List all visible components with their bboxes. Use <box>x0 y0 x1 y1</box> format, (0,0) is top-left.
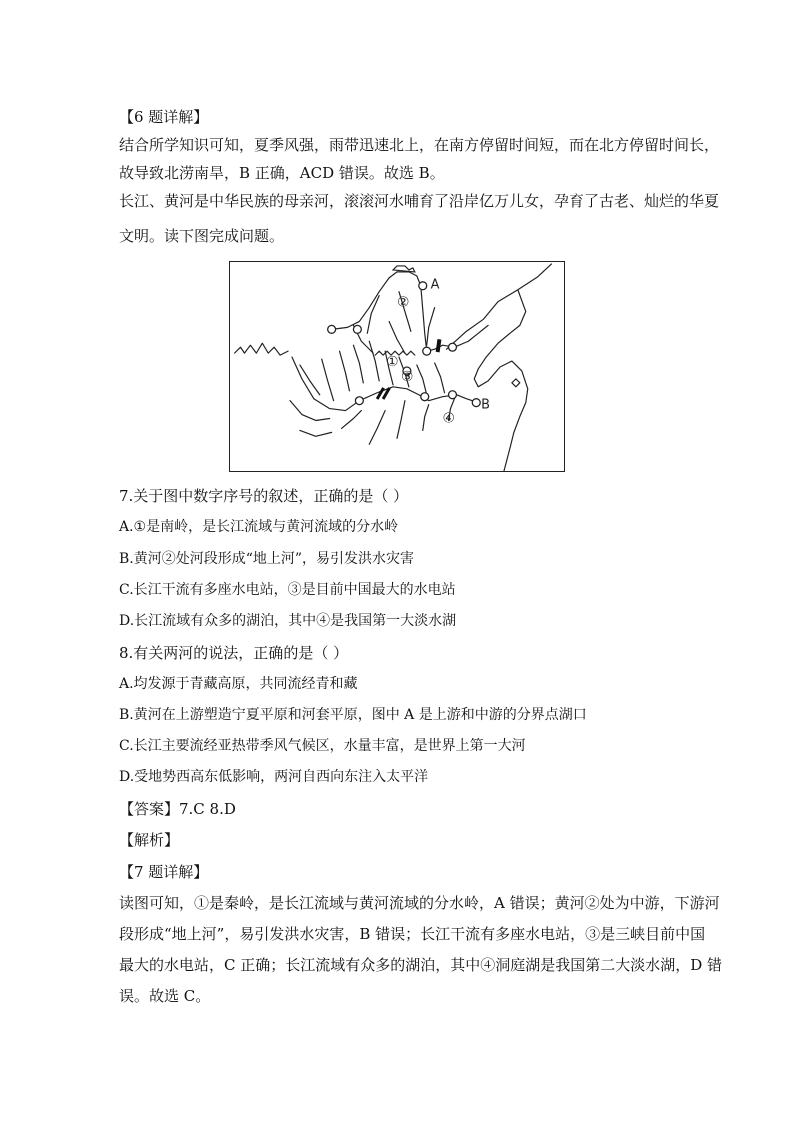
q6-explanation-line-2: 故导致北涝南旱，B 正确，ACD 错误。故选 B。 <box>119 164 445 182</box>
yellow-river <box>332 272 489 351</box>
coastline <box>447 264 552 471</box>
station-circle <box>419 282 427 290</box>
q7-explanation-line-1: 读图可知，①是秦岭，是长江流域与黄河流域的分水岭，A 错误；黄河②处为中游，下游河 <box>119 894 720 912</box>
station-circle <box>472 399 480 407</box>
intro-line-1: 长江、黄河是中华民族的母亲河，滚滚河水哺育了沿岸亿万儿女，孕育了古老、灿烂的华夏 <box>119 192 720 210</box>
river-source-marks <box>393 266 415 272</box>
q7-detail-heading: 【7 题详解】 <box>119 863 209 881</box>
map-label-b: B <box>481 397 491 413</box>
q6-explanation-line-1: 结合所学知识可知，夏季风强，雨带迅速北上，在南方停留时间短，而在北方停留时间长， <box>119 136 720 154</box>
q7-option-d: D.长江流域有众多的湖泊，其中④是我国第一大淡水湖 <box>119 613 457 629</box>
station-circle <box>423 347 431 355</box>
intro-line-2: 文明。读下图完成问题。 <box>119 227 285 245</box>
q8-option-c: C.长江主要流经亚热带季风气候区，水量丰富，是世界上第一大河 <box>119 738 526 754</box>
river-map-svg <box>230 262 564 471</box>
q7-explanation-line-3: 最大的水电站，C 正确；长江流域有众多的湖泊，其中④洞庭湖是我国第二大淡水湖，D 错 <box>119 956 723 974</box>
station-circle <box>328 325 336 333</box>
analysis-heading: 【解析】 <box>119 831 180 849</box>
map-marker-2: ② <box>397 294 410 311</box>
yangtze-river <box>292 357 478 410</box>
question-8: 8.有关两河的说法，正确的是（ ） <box>119 644 349 662</box>
q8-option-a: A.均发源于青藏高原，共同流经青和藏 <box>119 676 358 692</box>
q7-option-c: C.长江干流有多座水电站，③是目前中国最大的水电站 <box>119 582 456 598</box>
station-circle <box>449 391 457 399</box>
q8-option-d: D.受地势西高东低影响，两河自西向东注入太平洋 <box>119 769 429 785</box>
q7-option-a: A.①是南岭，是长江流域与黄河流域的分水岭 <box>119 519 399 535</box>
dam-three-gorges <box>376 387 391 400</box>
western-mountains <box>235 343 288 355</box>
river-map-figure <box>229 261 565 472</box>
map-marker-1: ① <box>386 354 399 371</box>
q7-explanation-line-2: 段形成“地上河”，易引发洪水灾害，B 错误；长江干流有多座水电站，③是三峡目前中国 <box>119 925 706 943</box>
station-circle <box>353 325 361 333</box>
answer-line: 【答案】7.C 8.D <box>119 800 236 818</box>
q7-explanation-line-4: 误。故选 C。 <box>119 987 211 1005</box>
map-marker-3: ③ <box>400 368 414 385</box>
q7-option-b: B.黄河②处河段形成“地上河”，易引发洪水灾害 <box>119 551 415 567</box>
map-label-a: A <box>430 277 440 293</box>
station-circle <box>421 393 429 401</box>
question-7: 7.关于图中数字序号的叙述，正确的是（ ） <box>119 487 409 505</box>
dam-yellow-river <box>436 339 442 352</box>
map-marker-4: ④ <box>442 410 456 427</box>
q6-detail-heading: 【6 题详解】 <box>119 108 209 126</box>
q8-option-b: B.黄河在上游塑造宁夏平原和河套平原，图中 A 是上游和中游的分界点湖口 <box>119 707 587 723</box>
station-circle <box>449 343 457 351</box>
station-circle <box>355 397 363 405</box>
